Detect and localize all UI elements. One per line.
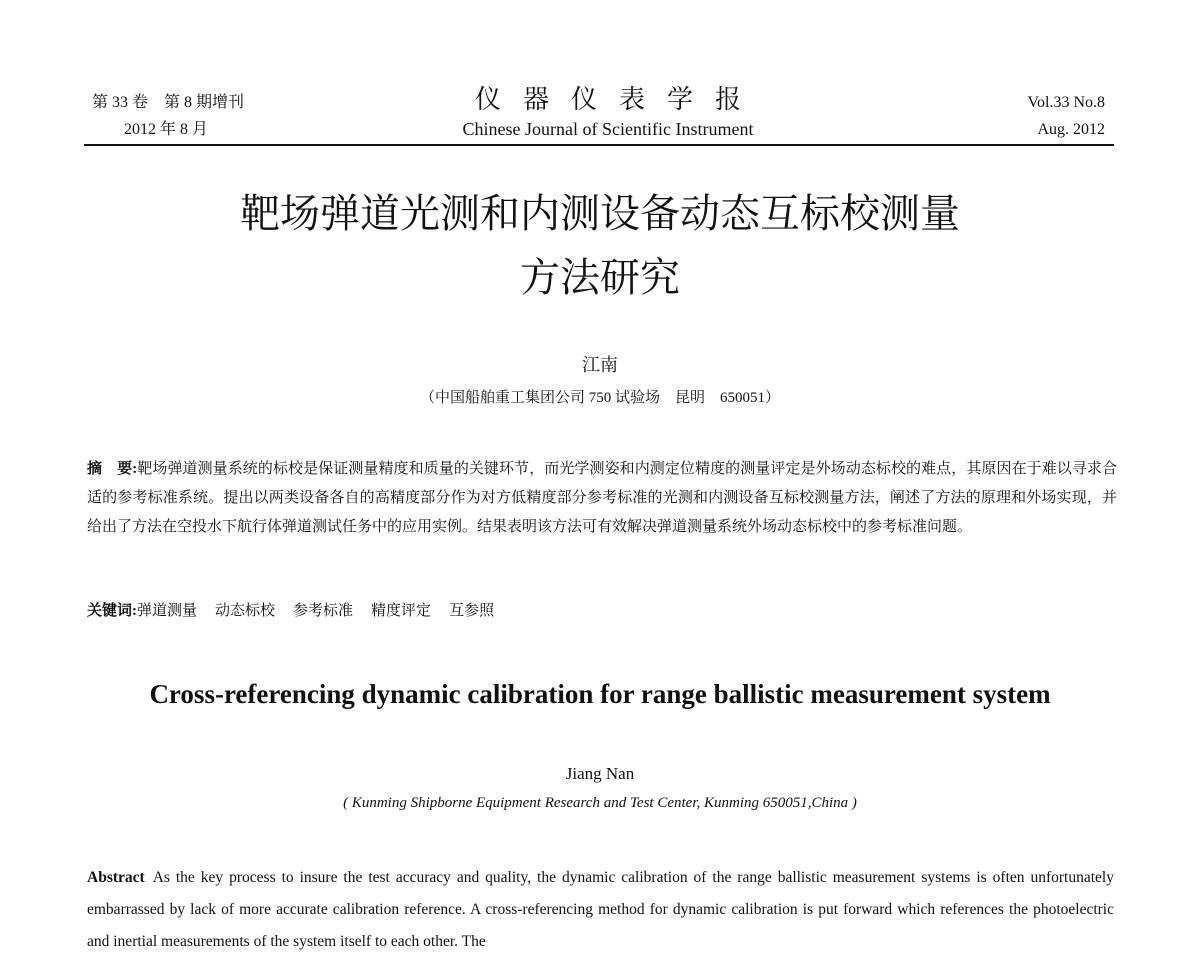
keyword: 精度评定 — [371, 603, 432, 619]
abstract-en-label: Abstract — [87, 869, 145, 886]
abstract-cn — [87, 455, 1117, 542]
header-rule — [84, 144, 1114, 146]
volume-en: Vol.33 No.8 — [1027, 94, 1105, 111]
date-en: Aug. 2012 — [1037, 121, 1105, 138]
affiliation-cn: （中国船舶重工集团公司 750 试验场 昆明 650051） — [419, 390, 780, 406]
keyword: 动态标校 — [215, 603, 276, 619]
header-left — [92, 89, 244, 143]
abstract-cn-text: 靶场弹道测量系统的标校是保证测量精度和质量的关键环节，而光学测姿和内测定位精度的测量评定是外场动态标校的难点，其原因在于难以寻求合适的参考标准系统。提出以两类设备各自的高精度部分作为对方低精度部分参考标准的光测和内测设备互标校测量方法，阐述了方法的原理和外场实现，并给出了方法在空投水下航行体弹道测试任务中的应用实例。结果表明该方法可有效解决弹道测量系统外场动态标校中的参考标准问题。 — [87, 461, 1117, 535]
abstract-en-text: As the key process to insure the test accuracy and quality, the dynamic calibration of the range ballistic measurement systems is often unfortunately embarrassed by lack of more accurate calibration reference. A cross-referencing method for dynamic calibration is put forward which references the photoelectric and inertial measurements of the system itself to each other. The — [87, 869, 1114, 950]
paper-title-cn-line2: 方法研究 — [520, 255, 680, 301]
paper-title-cn-line1: 靶场弹道光测和内测设备动态互标校测量 — [240, 191, 960, 237]
author-en: Jiang Nan — [565, 764, 635, 783]
paper-title-en: Cross-referencing dynamic calibration for range ballistic measurement system — [149, 679, 1051, 709]
keyword: 互参照 — [449, 603, 495, 619]
journal-title-cn: 仪器仪表学报 — [474, 85, 763, 114]
keyword: 弹道测量 — [137, 603, 198, 619]
paper-title-cn — [0, 182, 1200, 310]
header-right — [1028, 89, 1106, 143]
volume-issue: 第 33 卷 第 8 期增刊 — [92, 94, 245, 111]
keywords-cn — [87, 597, 1117, 626]
keyword: 参考标准 — [293, 603, 354, 619]
author-cn: 江南 — [582, 355, 618, 375]
affiliation-en: ( Kunming Shipborne Equipment Research and Test Center, Kunming 650051,China ) — [343, 795, 857, 811]
journal-title-en: Chinese Journal of Scientific Instrument — [462, 119, 754, 139]
abstract-en — [87, 862, 1114, 958]
header-center — [400, 84, 816, 140]
abstract-cn-label: 摘 要: — [87, 461, 138, 477]
keywords-cn-label: 关键词: — [87, 603, 137, 619]
date-cn: 2012 年 8 月 — [124, 121, 209, 138]
